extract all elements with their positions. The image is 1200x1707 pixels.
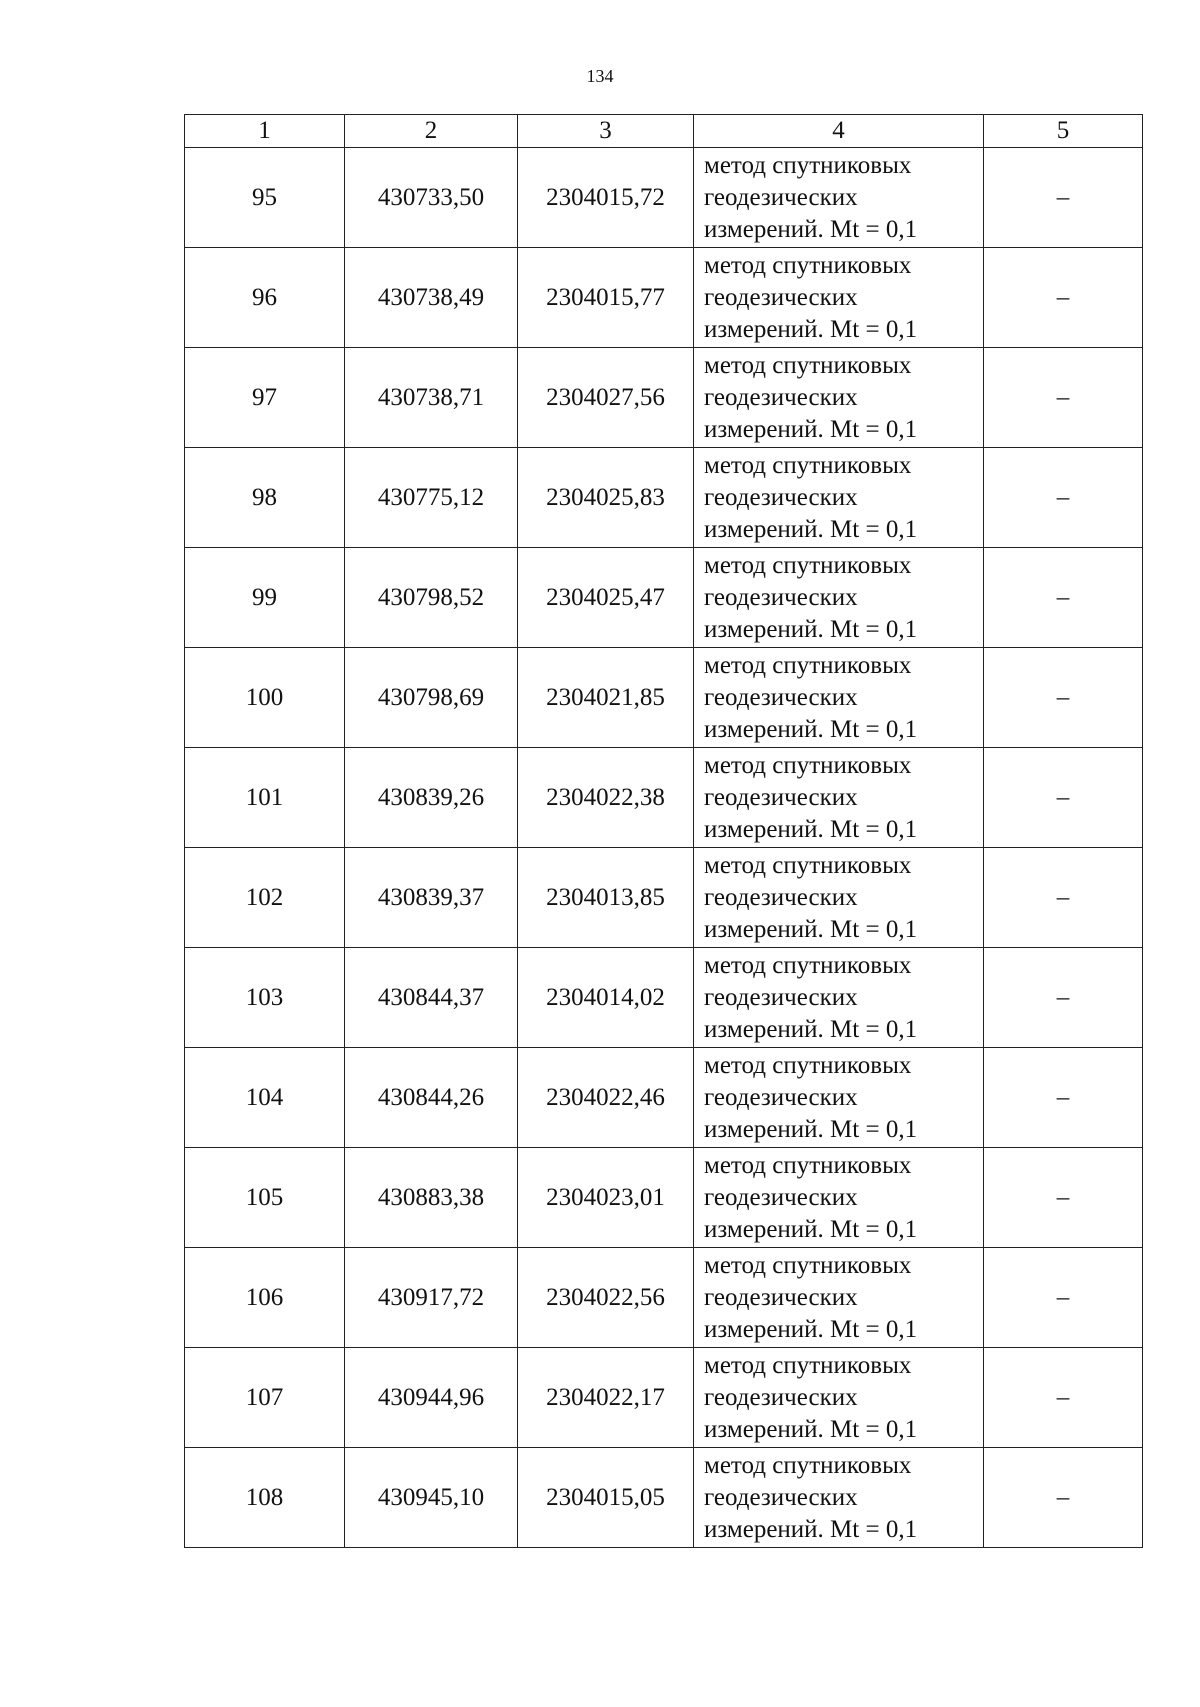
x-coordinate-cell: 430775,12 xyxy=(345,448,518,548)
method-line-3: измерений. Mt = 0,1 xyxy=(704,415,918,443)
column-header-1: 1 xyxy=(185,115,345,148)
method-cell xyxy=(694,1148,984,1248)
table-row xyxy=(185,648,1143,748)
method-line-2: геодезических xyxy=(704,1383,858,1411)
point-number-cell: 96 xyxy=(185,248,345,348)
method-line-3: измерений. Mt = 0,1 xyxy=(704,815,918,843)
x-coordinate-cell: 430733,50 xyxy=(345,148,518,248)
table-row xyxy=(185,1048,1143,1148)
x-coordinate-cell: 430738,71 xyxy=(345,348,518,448)
empty-value-cell: – xyxy=(984,848,1143,948)
empty-value-cell: – xyxy=(984,648,1143,748)
x-coordinate-cell: 430839,37 xyxy=(345,848,518,948)
x-coordinate-cell: 430839,26 xyxy=(345,748,518,848)
empty-value-cell: – xyxy=(984,948,1143,1048)
method-line-3: измерений. Mt = 0,1 xyxy=(704,1215,918,1243)
table-body xyxy=(185,148,1143,1548)
method-line-3: измерений. Mt = 0,1 xyxy=(704,215,918,243)
table-row xyxy=(185,1148,1143,1248)
x-coordinate-cell: 430945,10 xyxy=(345,1448,518,1548)
method-cell xyxy=(694,1048,984,1148)
point-number-cell: 102 xyxy=(185,848,345,948)
point-number-cell: 104 xyxy=(185,1048,345,1148)
method-line-3: измерений. Mt = 0,1 xyxy=(704,1515,918,1543)
table-row xyxy=(185,748,1143,848)
y-coordinate-cell: 2304013,85 xyxy=(518,848,694,948)
point-number-cell: 97 xyxy=(185,348,345,448)
method-line-3: измерений. Mt = 0,1 xyxy=(704,615,918,643)
method-line-1: метод спутниковых xyxy=(704,1051,912,1079)
method-line-1: метод спутниковых xyxy=(704,1451,912,1479)
method-line-3: измерений. Mt = 0,1 xyxy=(704,715,918,743)
method-line-2: геодезических xyxy=(704,383,858,411)
table-row xyxy=(185,548,1143,648)
empty-value-cell: – xyxy=(984,1248,1143,1348)
method-line-3: измерений. Mt = 0,1 xyxy=(704,1015,918,1043)
point-number-cell: 98 xyxy=(185,448,345,548)
method-cell xyxy=(694,248,984,348)
table-row xyxy=(185,1448,1143,1548)
y-coordinate-cell: 2304025,83 xyxy=(518,448,694,548)
point-number-cell: 106 xyxy=(185,1248,345,1348)
coordinates-table xyxy=(184,114,1143,1548)
point-number-cell: 107 xyxy=(185,1348,345,1448)
method-line-1: метод спутниковых xyxy=(704,1251,912,1279)
method-cell xyxy=(694,1448,984,1548)
method-line-1: метод спутниковых xyxy=(704,351,912,379)
x-coordinate-cell: 430738,49 xyxy=(345,248,518,348)
method-line-1: метод спутниковых xyxy=(704,751,912,779)
method-cell xyxy=(694,948,984,1048)
method-cell xyxy=(694,848,984,948)
method-line-1: метод спутниковых xyxy=(704,251,912,279)
method-cell xyxy=(694,548,984,648)
y-coordinate-cell: 2304021,85 xyxy=(518,648,694,748)
table-row xyxy=(185,448,1143,548)
method-line-1: метод спутниковых xyxy=(704,1351,912,1379)
method-line-2: геодезических xyxy=(704,1283,858,1311)
point-number-cell: 108 xyxy=(185,1448,345,1548)
method-line-3: измерений. Mt = 0,1 xyxy=(704,1115,918,1143)
column-header-3: 3 xyxy=(518,115,694,148)
method-line-1: метод спутниковых xyxy=(704,851,912,879)
method-line-2: геодезических xyxy=(704,883,858,911)
method-cell xyxy=(694,648,984,748)
table-row xyxy=(185,1348,1143,1448)
x-coordinate-cell: 430883,38 xyxy=(345,1148,518,1248)
point-number-cell: 100 xyxy=(185,648,345,748)
empty-value-cell: – xyxy=(984,1348,1143,1448)
point-number-cell: 95 xyxy=(185,148,345,248)
page-number: 134 xyxy=(586,66,614,86)
point-number-cell: 103 xyxy=(185,948,345,1048)
y-coordinate-cell: 2304015,72 xyxy=(518,148,694,248)
method-line-2: геодезических xyxy=(704,583,858,611)
x-coordinate-cell: 430798,69 xyxy=(345,648,518,748)
point-number-cell: 105 xyxy=(185,1148,345,1248)
x-coordinate-cell: 430917,72 xyxy=(345,1248,518,1348)
method-line-1: метод спутниковых xyxy=(704,1151,912,1179)
column-header-5: 5 xyxy=(984,115,1143,148)
y-coordinate-cell: 2304023,01 xyxy=(518,1148,694,1248)
table-row xyxy=(185,248,1143,348)
empty-value-cell: – xyxy=(984,448,1143,548)
y-coordinate-cell: 2304022,38 xyxy=(518,748,694,848)
method-line-2: геодезических xyxy=(704,1183,858,1211)
method-cell xyxy=(694,348,984,448)
empty-value-cell: – xyxy=(984,748,1143,848)
y-coordinate-cell: 2304015,05 xyxy=(518,1448,694,1548)
empty-value-cell: – xyxy=(984,1048,1143,1148)
column-header-4: 4 xyxy=(694,115,984,148)
x-coordinate-cell: 430798,52 xyxy=(345,548,518,648)
table-row xyxy=(185,848,1143,948)
x-coordinate-cell: 430944,96 xyxy=(345,1348,518,1448)
method-line-3: измерений. Mt = 0,1 xyxy=(704,915,918,943)
y-coordinate-cell: 2304014,02 xyxy=(518,948,694,1048)
method-line-2: геодезических xyxy=(704,1083,858,1111)
table-row xyxy=(185,148,1143,248)
empty-value-cell: – xyxy=(984,348,1143,448)
method-line-2: геодезических xyxy=(704,283,858,311)
method-line-3: измерений. Mt = 0,1 xyxy=(704,315,918,343)
point-number-cell: 99 xyxy=(185,548,345,648)
method-line-2: геодезических xyxy=(704,183,858,211)
y-coordinate-cell: 2304022,46 xyxy=(518,1048,694,1148)
method-cell xyxy=(694,1248,984,1348)
point-number-cell: 101 xyxy=(185,748,345,848)
method-line-2: геодезических xyxy=(704,1483,858,1511)
x-coordinate-cell: 430844,37 xyxy=(345,948,518,1048)
y-coordinate-cell: 2304027,56 xyxy=(518,348,694,448)
method-line-3: измерений. Mt = 0,1 xyxy=(704,1415,918,1443)
empty-value-cell: – xyxy=(984,1448,1143,1548)
table-row xyxy=(185,948,1143,1048)
y-coordinate-cell: 2304022,56 xyxy=(518,1248,694,1348)
method-line-2: геодезических xyxy=(704,483,858,511)
method-line-2: геодезических xyxy=(704,983,858,1011)
y-coordinate-cell: 2304015,77 xyxy=(518,248,694,348)
method-line-1: метод спутниковых xyxy=(704,551,912,579)
empty-value-cell: – xyxy=(984,1148,1143,1248)
method-cell xyxy=(694,748,984,848)
empty-value-cell: – xyxy=(984,548,1143,648)
method-line-3: измерений. Mt = 0,1 xyxy=(704,1315,918,1343)
method-cell xyxy=(694,448,984,548)
method-line-2: геодезических xyxy=(704,683,858,711)
method-cell xyxy=(694,148,984,248)
y-coordinate-cell: 2304025,47 xyxy=(518,548,694,648)
y-coordinate-cell: 2304022,17 xyxy=(518,1348,694,1448)
method-line-2: геодезических xyxy=(704,783,858,811)
empty-value-cell: – xyxy=(984,148,1143,248)
method-line-1: метод спутниковых xyxy=(704,651,912,679)
method-cell xyxy=(694,1348,984,1448)
table-row xyxy=(185,348,1143,448)
table-header-row xyxy=(185,115,1143,148)
method-line-1: метод спутниковых xyxy=(704,151,912,179)
empty-value-cell: – xyxy=(984,248,1143,348)
method-line-1: метод спутниковых xyxy=(704,951,912,979)
x-coordinate-cell: 430844,26 xyxy=(345,1048,518,1148)
table-row xyxy=(185,1248,1143,1348)
column-header-2: 2 xyxy=(345,115,518,148)
method-line-3: измерений. Mt = 0,1 xyxy=(704,515,918,543)
method-line-1: метод спутниковых xyxy=(704,451,912,479)
